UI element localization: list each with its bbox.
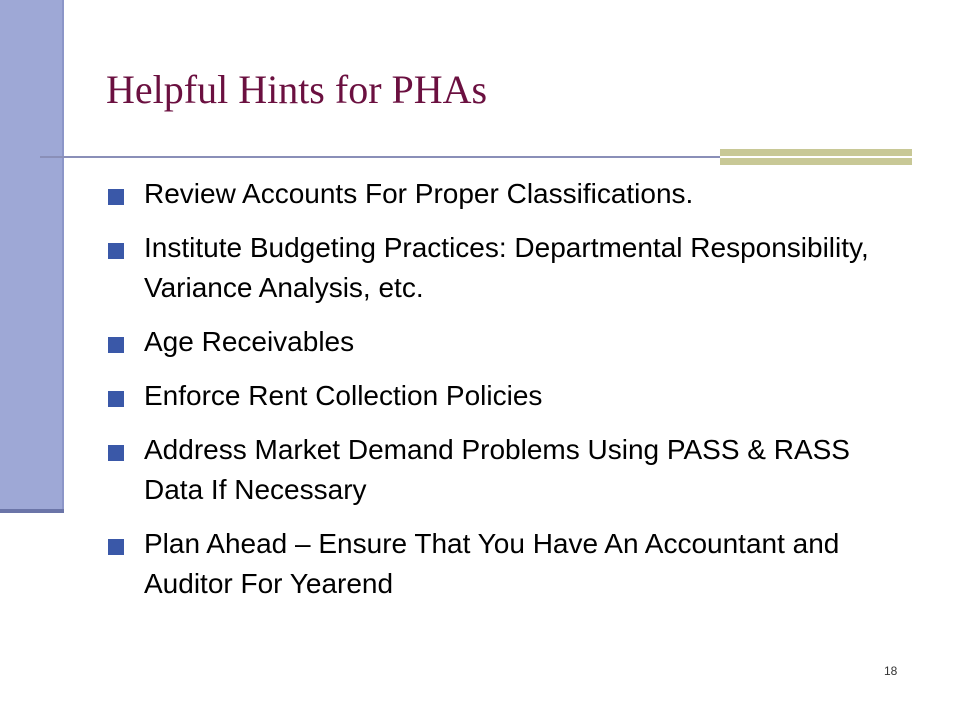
- square-bullet-icon: [108, 337, 124, 353]
- accent-block: [720, 149, 912, 165]
- left-decorative-bar: [0, 0, 62, 512]
- bullet-text: Institute Budgeting Practices: Departmental Responsibility, Variance Analysis, etc.: [144, 232, 869, 303]
- square-bullet-icon: [108, 243, 124, 259]
- square-bullet-icon: [108, 539, 124, 555]
- bullet-text: Review Accounts For Proper Classifications.: [144, 178, 694, 209]
- square-bullet-icon: [108, 189, 124, 205]
- bullet-item: [106, 174, 896, 214]
- slide-title: Helpful Hints for PHAs: [106, 67, 488, 112]
- bullet-text: Address Market Demand Problems Using PASS & RASS Data If Necessary: [144, 434, 850, 505]
- bullet-list: [106, 174, 896, 618]
- bullet-item: [106, 430, 896, 510]
- square-bullet-icon: [108, 391, 124, 407]
- bullet-item: [106, 376, 896, 416]
- bullet-item: [106, 524, 896, 604]
- bullet-text: Plan Ahead – Ensure That You Have An Accountant and Auditor For Yearend: [144, 528, 840, 599]
- bullet-text: Age Receivables: [144, 326, 355, 357]
- bullet-item: [106, 228, 896, 308]
- slide-number: 18: [884, 664, 898, 678]
- square-bullet-icon: [108, 445, 124, 461]
- left-bar-shadow: [0, 509, 64, 513]
- bullet-text: Enforce Rent Collection Policies: [144, 380, 543, 411]
- bullet-item: [106, 322, 896, 362]
- left-bar-edge: [62, 0, 64, 512]
